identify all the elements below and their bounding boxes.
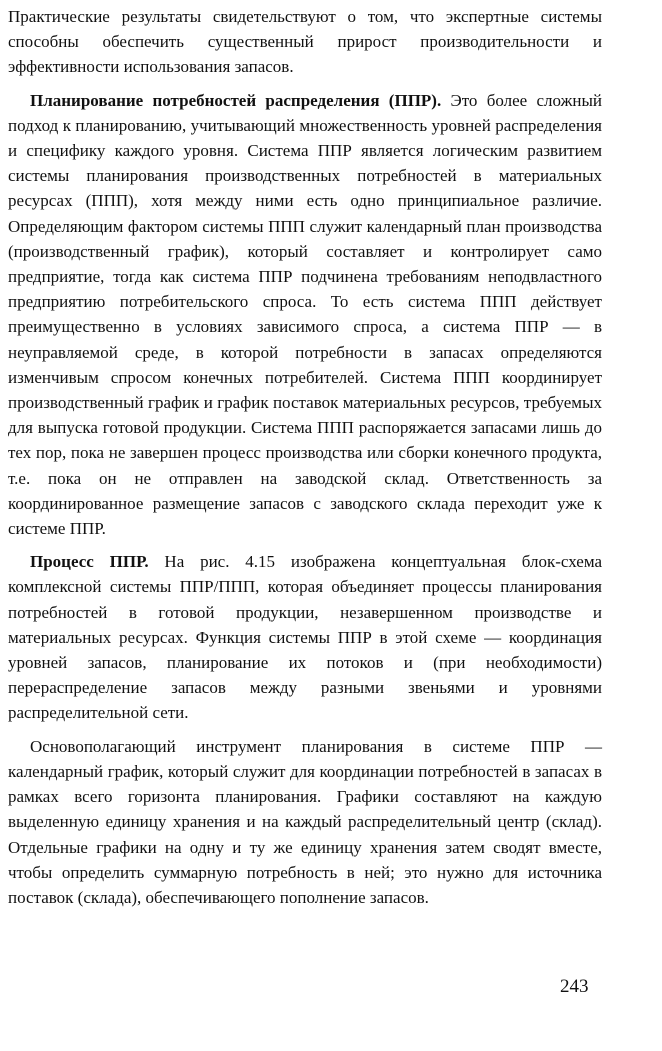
paragraph-intro-text: Практические результаты свидетельствуют о том, что экспертные системы способны обеспечить существенный прирост производительности и эффективности использования запасов.: [8, 7, 602, 77]
paragraph-ppr-process: [8, 549, 602, 725]
paragraph-calendar-schedule: [8, 734, 602, 910]
run-in-heading-process: Процесс ППР.: [30, 552, 149, 572]
paragraph-intro: [8, 4, 602, 80]
page-number: 243: [560, 976, 589, 997]
paragraph-calendar-schedule-text: Основополагающий инструмент планирования в системе ППР — календарный график, который служит для координации потребностей в запасах в рамках всего горизонта планирования. Графики составляют на каждую выделенную единицу хранения и на каждый распределительный центр (склад). Отдельные графики на одну и ту же единицу хранения затем сводят вместе, чтобы определить суммарную потребность в ней; это нужно для источника поставок (склада), обеспечивающего пополнение запасов.: [8, 736, 602, 907]
paragraph-ppr-definition-text: Это более сложный подход к планированию, учитывающий множественность уровней распределения и специфику каждого уровня. Система ППР является логическим развитием системы планирования производственных потребностей в материальных ресурсах (ППП), хотя между ними есть одно принципиальное различие. Определяющим фактором системы ППП служит календарный план производства (производственный график), который составляет и контролирует само предприятие, тогда как система ППР подчинена требованиям неподвластного предприятию потребительского спроса. То есть система ППП действует преимущественно в условиях зависимого спроса, а система ППР — в неуправляемой среде, в которой потребности в запасах определяются изменчивым спросом конечных потребителей. Система ППП координирует производственный график и график поставок материальных ресурсов, требуемых для выпуска готовой продукции. Система ППП распоряжается запасами лишь до тех пор, пока не завершен процесс производства или сборки конечного продукта, т.е. пока он не отправлен на заводской склад. Ответственность за координированное размещение запасов с заводского склада переходит уже к системе ППР.: [8, 90, 602, 539]
run-in-heading-ppr: Планирование потребностей распределения (ППР).: [30, 90, 442, 110]
paragraph-ppr-process-text: На рис. 4.15 изображена концептуальная блок-схема комплексной системы ППР/ППП, которая объединяет процессы планирования потребностей в готовой продукции, незавершенном производстве и материальных ресурсах. Функция системы ППР в этой схеме — координация уровней запасов, планирование их потоков и (при необходимости) перераспределение запасов между разными звеньями и уровнями распределительной сети.: [8, 552, 603, 723]
paragraph-ppr-definition: [8, 88, 602, 542]
page-body: [8, 4, 602, 910]
